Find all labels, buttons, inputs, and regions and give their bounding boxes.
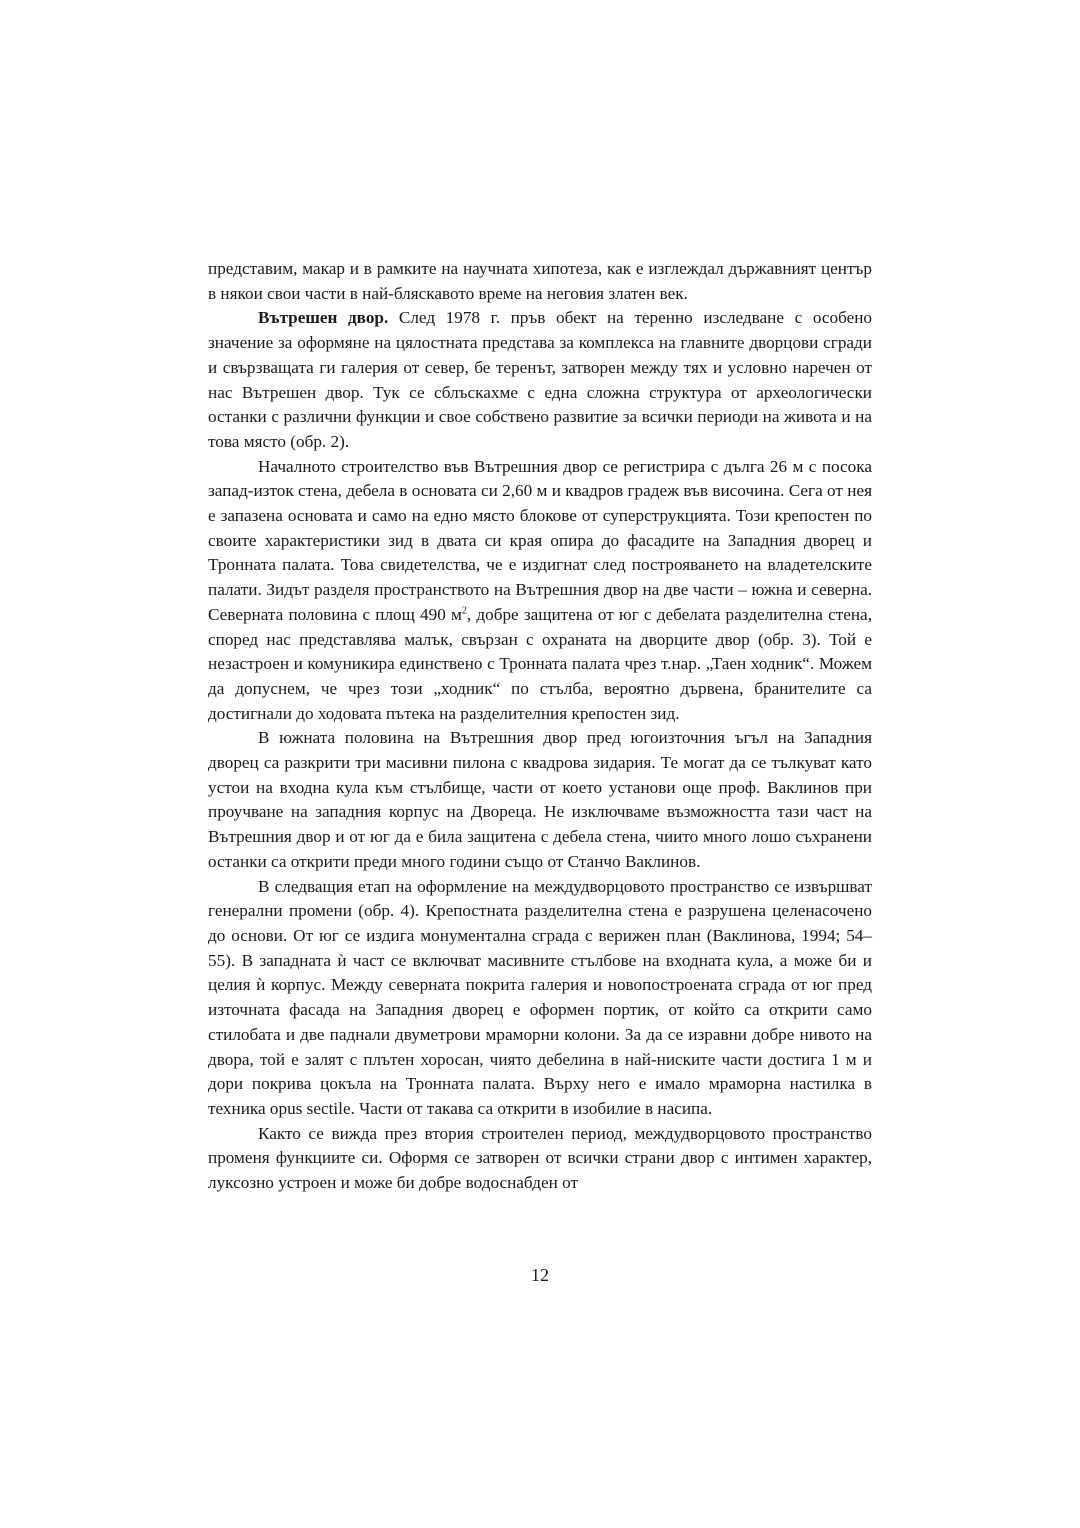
paragraph-1-text: представим, макар и в рамките на научната хипотеза, как е изглеждал държавният център в някои свои части в най-бляскавото време на неговия златен век. — [208, 259, 872, 303]
paragraph-4-text: В южната половина на Вътрешния двор пред югоизточния ъгъл на Западния дворец са разкрити три масивни пилона с квадрова зидария. Те могат да се тълкуват като устои на входна кула към стълбище, части от което установи още проф. Ваклинов при проучване на западния корпус на Двореца. Не изключваме възможността тази част на Вътрешния двор и от юг да е била защитена с дебела стена, чиито много лошо съхранени останки са открити преди много години също от Станчо Ваклинов. — [208, 728, 872, 871]
paragraph-5-text: В следващия етап на оформление на междудворцовото пространство се извършват генерални промени (обр. 4). Крепостната разделителна стена е разрушена целенасочено до основи. От юг се издига монументална сграда с верижен план (Ваклинова, 1994; 54–55). В западната ѝ част се включват масивните стълбове на входната кула, а може би и целия ѝ корпус. Между северната покрита галерия и новопостроената сграда от юг пред източната фасада на Западния дворец е оформен портик, от който са открити само стилобата и две паднали двуметрови мраморни колони. За да се изравни добре нивото на двора, той е залят с плътен хоросан, чиято дебелина в най-ниските части достига 1 м и дори покрива цокъла на Тронната палата. Върху него е имало мраморна настилка в техника opus sectile. Части от такава са открити в изобилие в насипа. — [208, 876, 872, 1118]
paragraph-2-text: След 1978 г. пръв обект на теренно изследване с особено значение за оформяне на цялостната представа за комплекса на главните дворцови сгради и свързващата ги галерия от север, бе теренът, затворен между тях и условно наречен от нас Вътрешен двор. Тук се сблъскахме с една сложна структура от археологически останки с различни функции и свое собствено развитие за всички периоди на живота и на това място (обр. 2). — [208, 308, 873, 451]
paragraph-3 — [208, 455, 872, 727]
paragraph-5 — [208, 875, 872, 1122]
page-number: 12 — [531, 1265, 549, 1285]
paragraph-1 — [208, 257, 872, 306]
section-heading-inner-courtyard: Вътрешен двор. — [258, 308, 389, 328]
superscript-2: 2 — [461, 605, 467, 617]
paragraph-3-text-a: Началното строителство във Вътрешния двор се регистрира с дълга 26 м с посока запад-изток стена, дебела в основата си 2,60 м и квадров градеж във височина. Сега от нея е запазена основата и само на едно място блокове от суперструкцията. Този крепостен по своите характеристики зид в двата си края опира до фасадите на Западния дворец и Тронната палата. Това свидетелства, че е издигнат след построяването на владетелските палати. Зидът разделя пространството на Вътрешния двор на две части – южна и северна. Северната половина с площ 490 м — [208, 456, 872, 624]
paragraph-4 — [208, 726, 872, 874]
body-text — [208, 257, 872, 1196]
paragraph-3-text-b: , добре защитена от юг с дебелата разделителна стена, според нас представлява малък, свързан с охраната на дворците двор (обр. 3). Той е незастроен и комуникира единствено с Тронната палата чрез т.нар. „Таен ходник“. Можем да допуснем, че чрез този „ходник“ по стълба, вероятно дървена, бранителите са достигнали до ходовата пътека на разделителния крепостен зид. — [208, 604, 872, 723]
paragraph-6-text: Както се вижда през втория строителен период, междудворцовото пространство променя функциите си. Оформя се затворен от всички страни двор с интимен характер, луксозно устроен и може би добре водоснабден от — [208, 1123, 872, 1193]
paragraph-2 — [208, 306, 872, 454]
paragraph-6 — [208, 1122, 872, 1196]
